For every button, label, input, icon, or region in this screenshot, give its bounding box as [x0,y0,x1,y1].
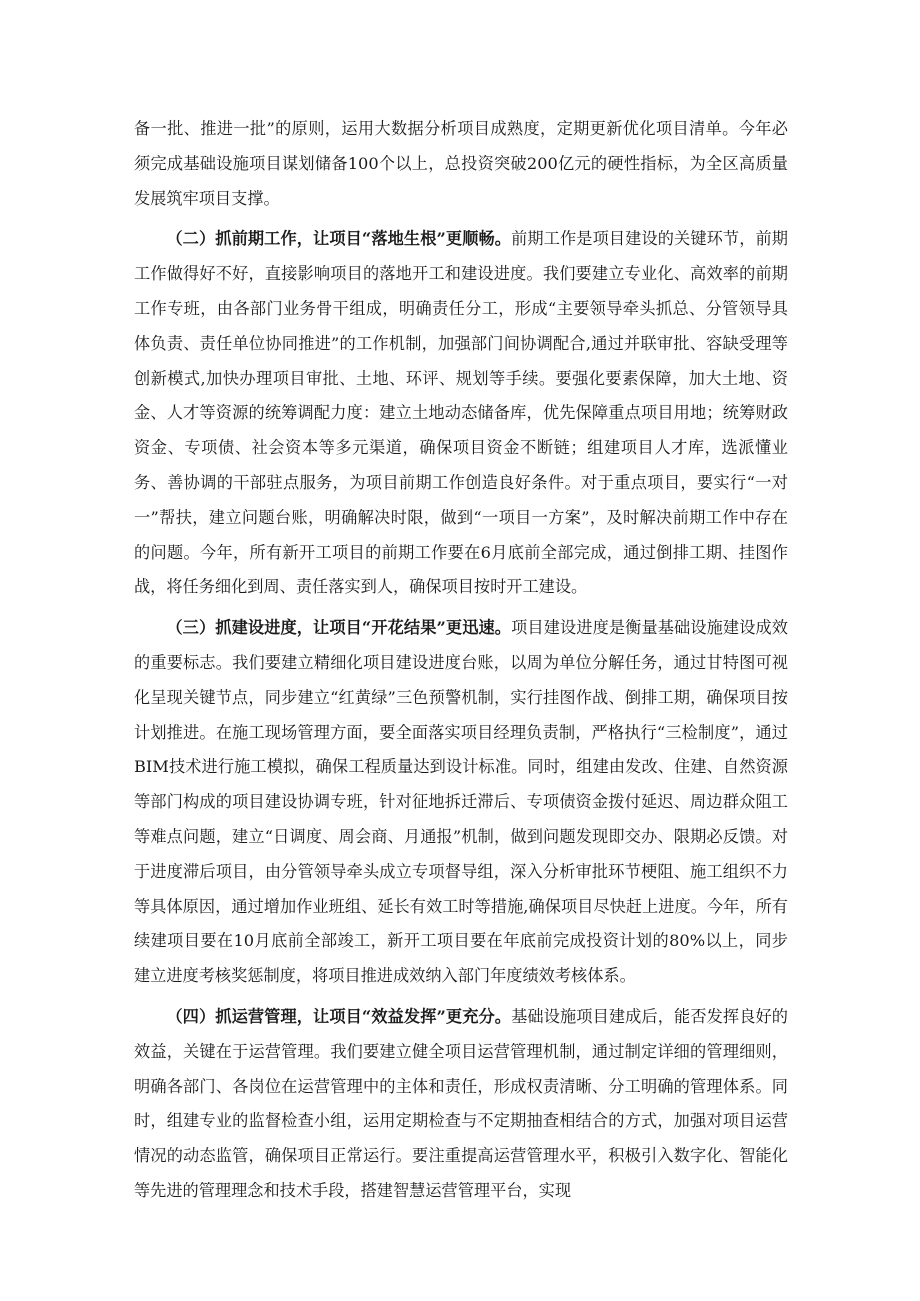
paragraph-body: 项目建设进度是衡量基础设施建设成效的重要标志。我们要建立精细化项目建设进度台账，以周为单位分解任务，通过甘特图可视化呈现关键节点，同步建立“红黄绿”三色预警机制，实行挂图作战、倒排工期，确保项目按计划推进。在施工现场管理方面，要全面落实项目经理负责制，严格执行“三检制度”，通过BIM技术进行施工模拟，确保工程质量达到设计标准。同时，组建由发改、住建、自然资源等部门构成的项目建设协调专班，针对征地拆迁滞后、专项债资金拨付延迟、周边群众阻工等难点问题，建立“日调度、周会商、月通报”机制，做到问题发现即交办、限期必反馈。对于进度滞后项目，由分管领导牵头成立专项督导组，深入分析审批环节梗阻、施工组织不力等具体原因，通过增加作业班组、延长有效工时等措施,确保项目尽快赶上进度。今年，所有续建项目要在10月底前全部竣工，新开工项目要在年底前完成投资计划的80%以上，同步建立进度考核奖惩制度，将项目推进成效纳入部门年度绩效考核体系。 [134,618,788,986]
document-page [134,112,788,1209]
paragraph-body: 基础设施项目建成后，能否发挥良好的效益，关键在于运营管理。我们要建立健全项目运营管理机制，通过制定详细的管理细则，明确各部门、各岗位在运营管理中的主体和责任，形成权责清晰、分工明确的管理体系。同时，组建专业的监督检查小组，运用定期检查与不定期抽查相结合的方式，加强对项目运营情况的动态监管，确保项目正常运行。要注重提高运营管理水平，积极引入数字化、智能化等先进的管理理念和技术手段，搭建智慧运营管理平台，实现 [134,1006,788,1200]
paragraph-body: 备一批、推进一批”的原则，运用大数据分析项目成熟度，定期更新优化项目清单。今年必须完成基础设施项目谋划储备100个以上，总投资突破200亿元的硬性指标，为全区高质量发展筑牢项目支撑。 [134,119,788,208]
section-heading: （四）抓运营管理，让项目“效益发挥”更充分。 [166,1006,512,1026]
paragraph-intro [134,112,788,216]
section-heading: （二）抓前期工作，让项目“落地生根”更顺畅。 [166,229,512,249]
paragraph-body: 前期工作是项目建设的关键环节，前期工作做得好不好，直接影响项目的落地开工和建设进度。我们要建立专业化、高效率的前期工作专班，由各部门业务骨干组成，明确责任分工，形成“主要领导牵头抓总、分管领导具体负责、责任单位协同推进”的工作机制，加强部门间协调配合,通过并联审批、容缺受理等创新模式,加快办理项目审批、土地、环评、规划等手续。要强化要素保障，加大土地、资金、人才等资源的统筹调配力度：建立土地动态储备库，优先保障重点项目用地；统筹财政资金、专项债、社会资本等多元渠道，确保项目资金不断链；组建项目人才库，选派懂业务、善协调的干部驻点服务，为项目前期工作创造良好条件。对于重点项目，要实行“一对一”帮扶，建立问题台账，明确解决时限，做到“一项目一方案”，及时解决前期工作中存在的问题。今年，所有新开工项目的前期工作要在6月底前全部完成，通过倒排工期、挂图作战，将任务细化到周、责任落实到人，确保项目按时开工建设。 [134,229,788,597]
paragraph-section-3 [134,611,788,994]
paragraph-section-4 [134,1000,788,1209]
section-heading: （三）抓建设进度，让项目“开花结果”更迅速。 [166,618,512,638]
paragraph-section-2 [134,222,788,605]
